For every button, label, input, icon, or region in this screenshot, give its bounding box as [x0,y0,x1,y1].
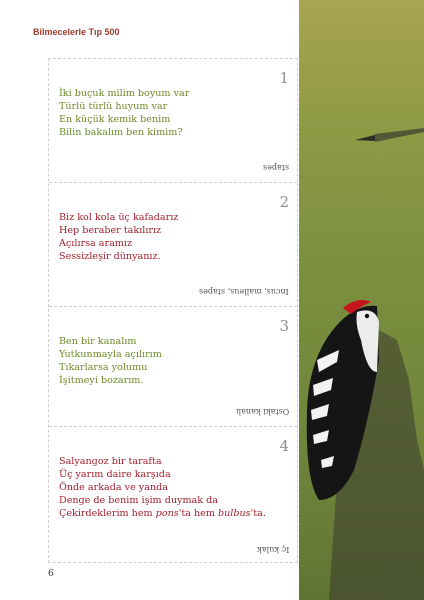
riddle-number: 2 [279,193,289,211]
riddle-line: İşitmeyi bozarım. [59,375,144,386]
text-run: Çekirdeklerim hem [59,508,156,519]
riddle-card-2 [49,183,297,307]
riddle-text [59,335,162,387]
riddle-answer: stapes [262,163,289,172]
riddle-line: Salyangoz bir tarafta [59,456,162,467]
riddle-line: Ben bir kanalım [59,336,137,347]
riddle-cards [48,58,298,563]
emphasis-bulbus: bulbus [217,508,251,519]
text-run: 'ta. [250,508,266,519]
riddle-line: Yutkunmayla açılırım [59,349,162,360]
riddle-card-3 [49,307,297,427]
riddle-line: Sessizleşir dünyanız. [59,251,161,262]
riddle-line: Hep beraber takılırız [59,225,162,236]
riddle-line: Bilin bakalım ben kimim? [59,127,183,138]
riddle-line: Türlü türlü huyum var [59,101,168,112]
page-number: 6 [48,569,54,579]
emphasis-pons: pons [155,508,179,519]
riddle-text [59,87,189,139]
riddle-answer: İncus, malleus, stapes [199,287,289,296]
riddle-card-4 [49,427,297,564]
riddle-text [59,455,266,520]
riddle-line-last [59,507,266,520]
riddle-line: Tıkarlarsa yolumu [59,362,148,373]
riddle-line: Biz kol kola üç kafadarız [59,212,179,223]
riddle-line: En küçük kemik benim [59,114,171,125]
riddle-line: Denge de benim işim duymak da [59,495,218,506]
text-run: 'ta hem [178,508,218,519]
riddle-line: Açılırsa aramız [59,238,133,249]
riddle-answer: Östaki kanalı [235,407,289,416]
riddle-text [59,211,178,263]
running-header: Bilmecelerle Tıp 500 [33,27,120,37]
riddle-answer: İç kulak [256,545,289,554]
riddle-card-1 [49,59,297,183]
riddle-line: Üç yarım daire karşıda [59,469,171,480]
woodpecker-illustration [299,0,424,600]
riddle-line: Önde arkada ve yanda [59,482,168,493]
woodpecker-photo [299,0,424,600]
riddle-number: 3 [279,317,289,335]
riddle-number: 1 [279,69,289,87]
riddle-number: 4 [279,437,289,455]
riddle-line: İki buçuk milim boyum var [59,88,190,99]
